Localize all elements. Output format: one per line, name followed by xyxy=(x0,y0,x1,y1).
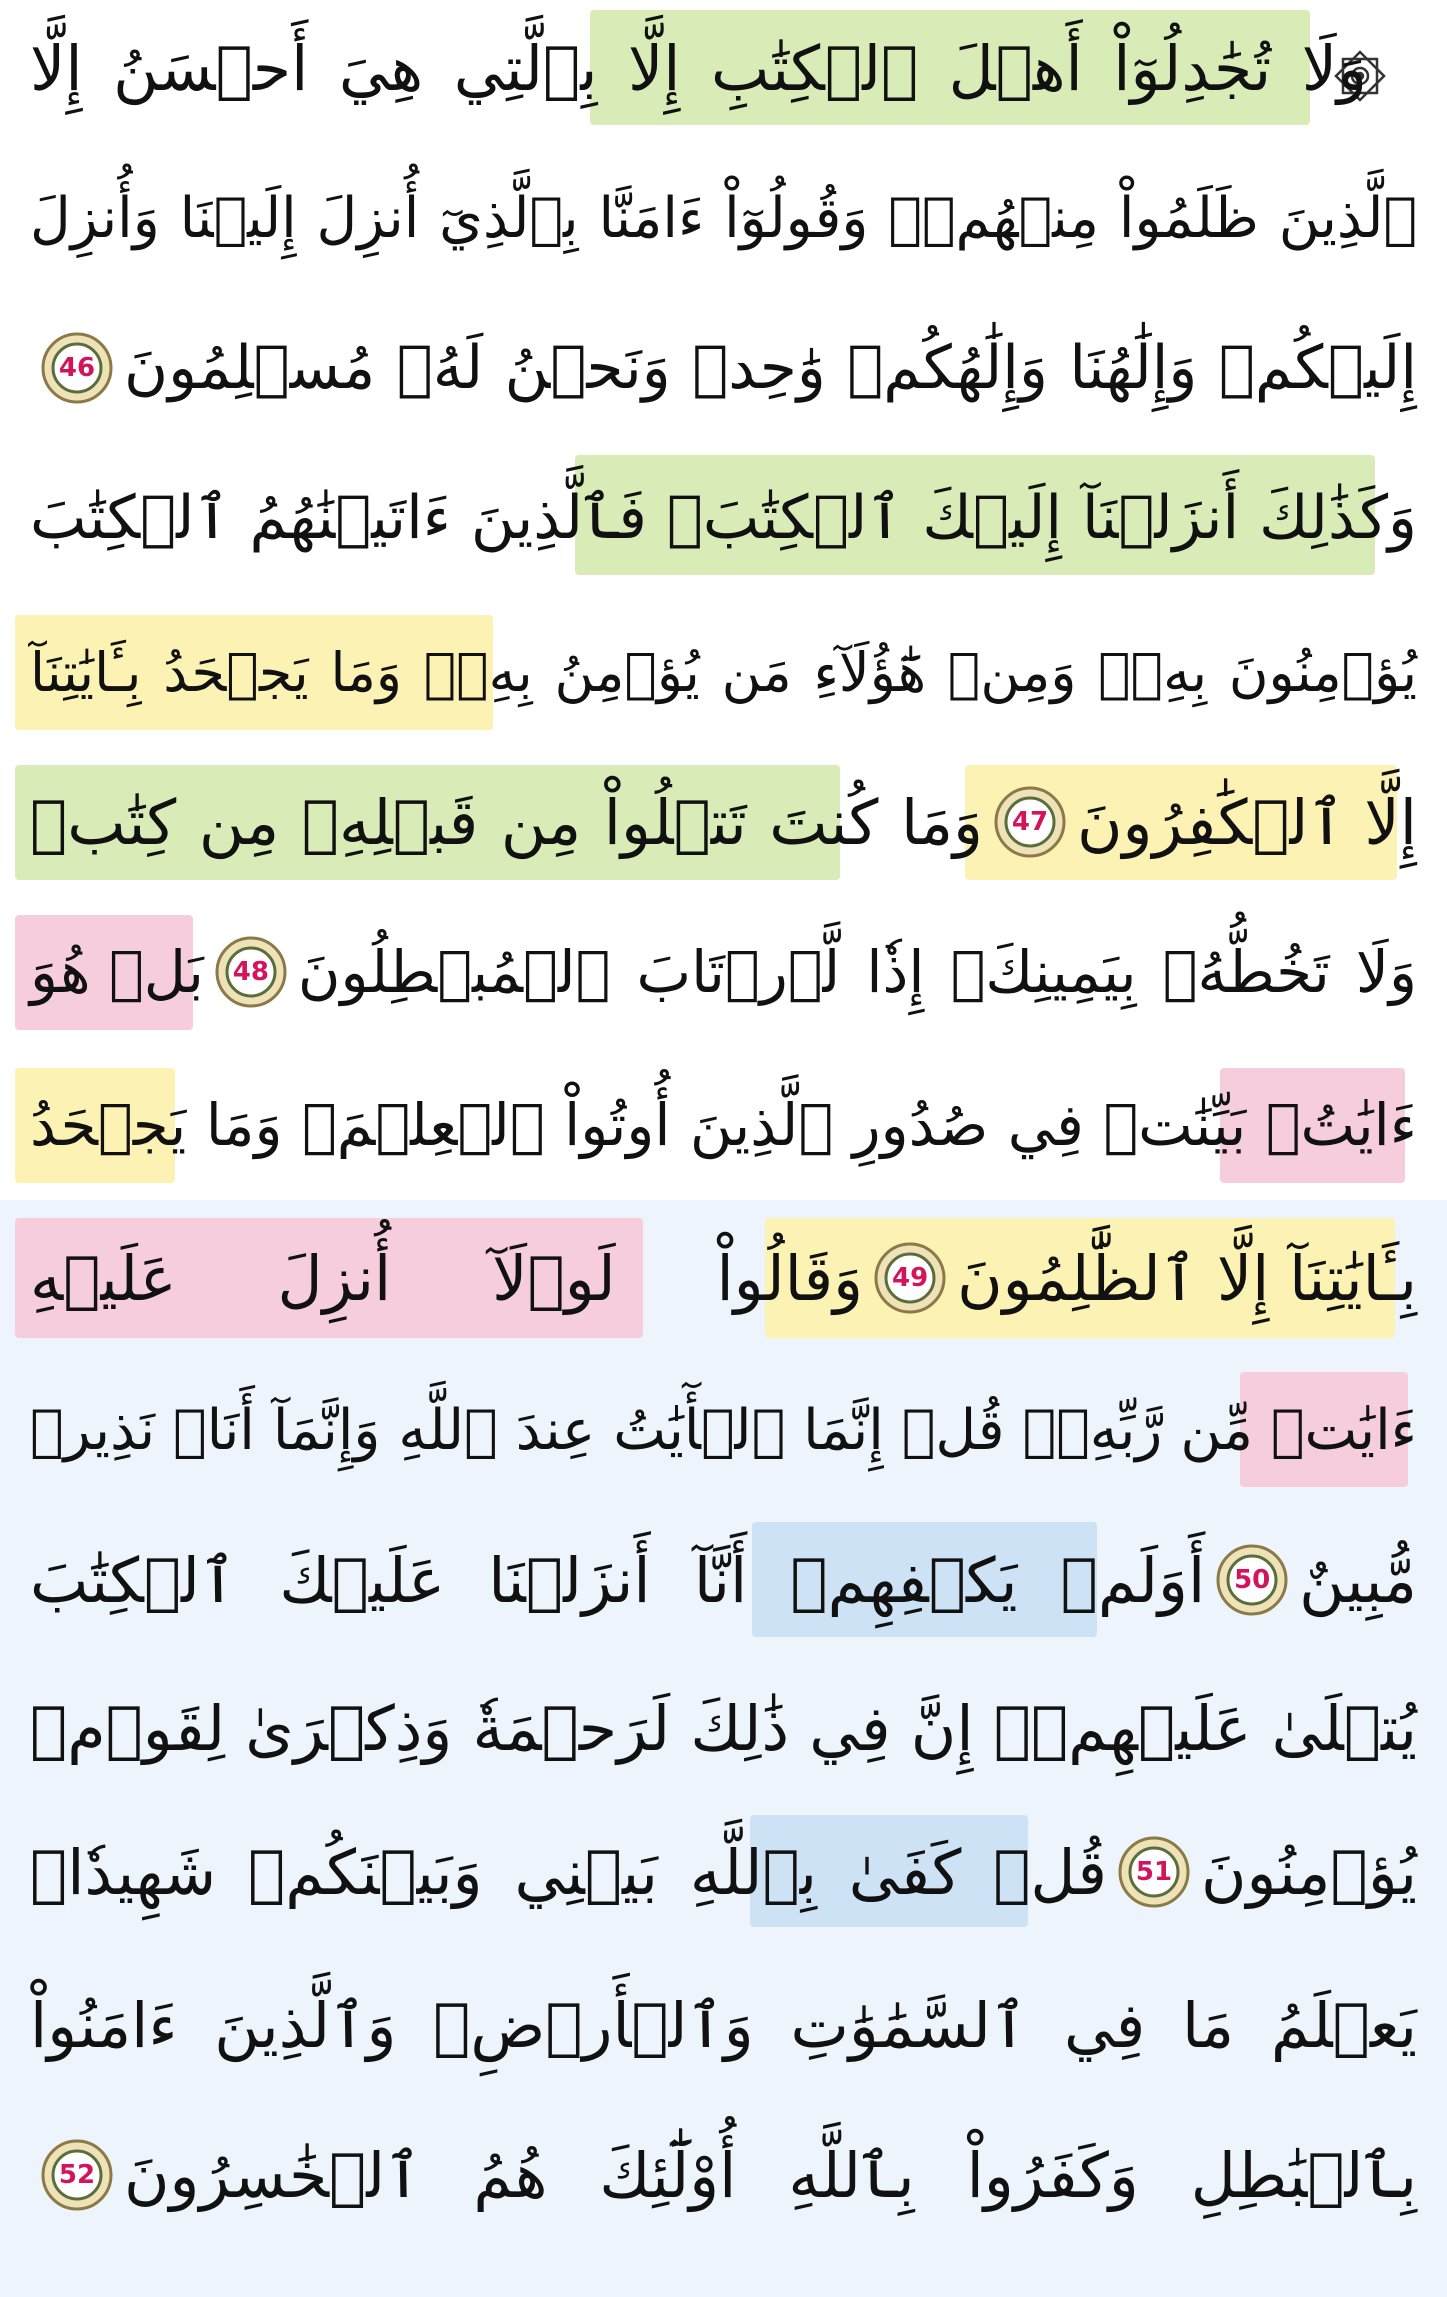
verse-text: يُؤۡمِنُونَ xyxy=(1201,1835,1417,1909)
verse-text: بِٱلۡبَٰطِلِ وَكَفَرُواْ بِٱللَّهِ أُوْلَٰٓئِكَ هُمُ ٱلۡخَٰسِرُونَ xyxy=(124,2138,1417,2212)
ayah-end-ornament-icon xyxy=(214,935,288,1009)
ayah-end-ornament-icon xyxy=(40,2138,114,2212)
ayah-number: 46 xyxy=(58,353,96,383)
quran-line xyxy=(30,912,1417,1032)
verse-text: ءَايَٰتٞ مِّن رَّبِّهِۦۖ قُلۡ إِنَّمَا ٱلۡأٓيَٰتُ عِندَ ٱللَّهِ وَإِنَّمَآ أَنَا۠ نَذِيرٞ xyxy=(30,1397,1417,1463)
ayah-number: 47 xyxy=(1011,807,1049,837)
ayah-end-ornament-icon xyxy=(1117,1835,1191,1909)
verse-text: وَقَالُواْ لَوۡلَآ أُنزِلَ عَلَيۡهِ xyxy=(30,1241,864,1315)
verse-text: إِلَيۡكُمۡ وَإِلَٰهُنَا وَإِلَٰهُكُمۡ وَٰحِدٞ وَنَحۡنُ لَهُۥ مُسۡلِمُونَ xyxy=(124,333,1417,403)
verse-text: ٱلَّذِينَ ظَلَمُواْ مِنۡهُمۡۖ وَقُولُوٓاْ ءَامَنَّا بِٱلَّذِيٓ أُنزِلَ إِلَيۡنَا وَأُنزِلَ xyxy=(30,185,1417,251)
quran-line xyxy=(30,612,1417,732)
quran-line xyxy=(30,1065,1417,1185)
verse-text: مُّبِينٌ xyxy=(1299,1543,1417,1617)
ayah-end-ornament-icon xyxy=(873,1241,947,1315)
ayah-number: 50 xyxy=(1234,1565,1271,1595)
quran-line xyxy=(30,308,1417,428)
quran-line xyxy=(30,1520,1417,1640)
ayah-number: 48 xyxy=(232,957,269,987)
quran-line xyxy=(30,1668,1417,1788)
ayah-number: 49 xyxy=(892,1263,929,1293)
quran-line xyxy=(30,158,1417,278)
verse-text: وَكَذَٰلِكَ أَنزَلۡنَآ إِلَيۡكَ ٱلۡكِتَٰبَۚ فَٱلَّذِينَ ءَاتَيۡنَٰهُمُ ٱلۡكِتَٰبَ xyxy=(30,483,1417,553)
verse-text: وَلَا تَخُطُّهُۥ بِيَمِينِكَۖ إِذٗا لَّٱرۡتَابَ ٱلۡمُبۡطِلُونَ xyxy=(297,938,1417,1006)
verse-text: قُلۡ كَفَىٰ بِٱللَّهِ بَيۡنِي وَبَيۡنَكُمۡ شَهِيدٗاۖ xyxy=(30,1835,1108,1909)
verse-text: يُتۡلَىٰ عَلَيۡهِمۡۚ إِنَّ فِي ذَٰلِكَ لَرَحۡمَةٗ وَذِكۡرَىٰ لِقَوۡمٖ xyxy=(30,1691,1417,1765)
ayah-end-ornament-icon xyxy=(1215,1543,1289,1617)
ayah-number: 51 xyxy=(1135,1857,1173,1887)
verse-text: يُؤۡمِنُونَ بِهِۦۖ وَمِنۡ هَٰٓؤُلَآءِ مَن يُؤۡمِنُ بِهِۦۚ وَمَا يَجۡحَدُ بِـَٔايَٰتِنَآ xyxy=(30,640,1417,704)
quran-line xyxy=(30,458,1417,578)
quran-line xyxy=(30,2115,1417,2235)
quran-line xyxy=(30,1218,1417,1338)
ayah-end-ornament-icon xyxy=(993,785,1067,859)
verse-text: وَلَا تُجَٰدِلُوٓاْ أَهۡلَ ٱلۡكِتَٰبِ إِلَّا بِٱلَّتِي هِيَ أَحۡسَنُ إِلَّا xyxy=(30,31,1367,105)
quran-line xyxy=(30,762,1417,882)
verse-text: بِـَٔايَٰتِنَآ إِلَّا ٱلظَّٰلِمُونَ xyxy=(957,1241,1417,1315)
quran-line xyxy=(30,8,1367,128)
verse-text: ءَايَٰتُۢ بَيِّنَٰتٞ فِي صُدُورِ ٱلَّذِينَ أُوتُواْ ٱلۡعِلۡمَۚ وَمَا يَجۡحَدُ xyxy=(30,1091,1417,1159)
verse-text: إِلَّا ٱلۡكَٰفِرُونَ xyxy=(1076,785,1417,859)
quran-line xyxy=(30,1812,1417,1932)
ayah-end-ornament-icon xyxy=(40,331,114,405)
ayah-number: 52 xyxy=(58,2160,96,2190)
verse-text: بَلۡ هُوَ xyxy=(30,938,204,1006)
quran-line xyxy=(30,1370,1417,1490)
verse-text: وَمَا كُنتَ تَتۡلُواْ مِن قَبۡلِهِۦ مِن كِتَٰبٖ xyxy=(30,785,983,859)
quran-line xyxy=(30,1965,1417,2085)
verse-text: أَوَلَمۡ يَكۡفِهِمۡ أَنَّآ أَنزَلۡنَا عَلَيۡكَ ٱلۡكِتَٰبَ xyxy=(30,1543,1206,1617)
verse-text: يَعۡلَمُ مَا فِي ٱلسَّمَٰوَٰتِ وَٱلۡأَرۡضِۗ وَٱلَّذِينَ ءَامَنُواْ xyxy=(30,1988,1417,2062)
